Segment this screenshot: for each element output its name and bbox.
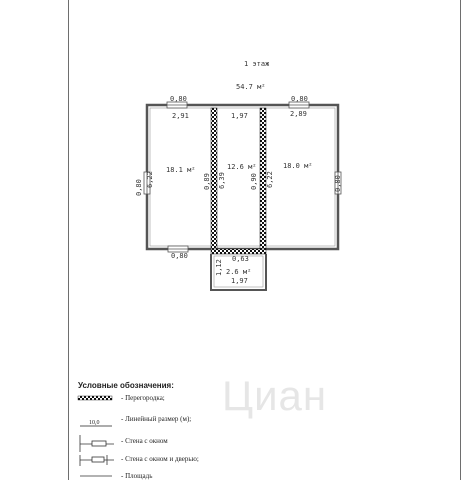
room-center-area: 12.6 м² [227,163,257,171]
legend-title: Условные обозначения: [78,381,174,390]
dim-center-width: 1,97 [231,112,248,120]
dim-right-height: 6,22 [266,171,274,188]
legend-partition-symbol [78,396,112,400]
partition-bottom [211,249,266,254]
legend-area-label: - Площадь [121,472,153,480]
legend-linear-value: 10,0 [89,420,100,426]
total-area: 54.7 м² [236,83,266,91]
dim-left-window: 0,80 [135,179,143,196]
watermark-logo: Циан [222,372,328,419]
dim-top-left-window: 0,80 [170,95,187,103]
legend-partition-label: - Перегородка; [121,394,165,402]
dim-small-width: 1,97 [231,277,248,285]
dim-small-top: 0,63 [232,255,249,263]
floor-label: 1 этаж [244,60,270,68]
dim-center-right-offset: 0,90 [250,173,258,190]
legend-wall-window-label: - Стена с окном [121,437,168,445]
dim-left-width: 2,91 [172,112,189,120]
dim-center-left-height: 6,39 [218,172,226,189]
dim-small-height: 1,12 [215,259,223,276]
dim-right-window: 0,80 [334,175,342,192]
inner-wall-outline [150,108,335,246]
legend-linear-label: - Линейный размер (м); [121,415,192,423]
dim-center-left-offset: 0,89 [203,173,211,190]
legend-wall-window-door-label: - Стена с окном и дверью; [121,455,199,463]
room-left-area: 18.1 м² [166,166,196,174]
room-small-area: 2.6 м² [226,268,252,276]
room-right-area: 18.0 м² [283,162,313,170]
partition-left [211,108,217,249]
dim-right-width: 2,89 [290,110,307,118]
dim-left-height: 6,22 [146,171,154,188]
legend-wall-window-door-symbol [80,455,114,466]
dim-bottom-left-window: 0,80 [171,252,188,260]
legend-wall-window-symbol [80,435,114,452]
outer-walls [147,105,338,249]
dim-top-right-window: 0,80 [291,95,308,103]
